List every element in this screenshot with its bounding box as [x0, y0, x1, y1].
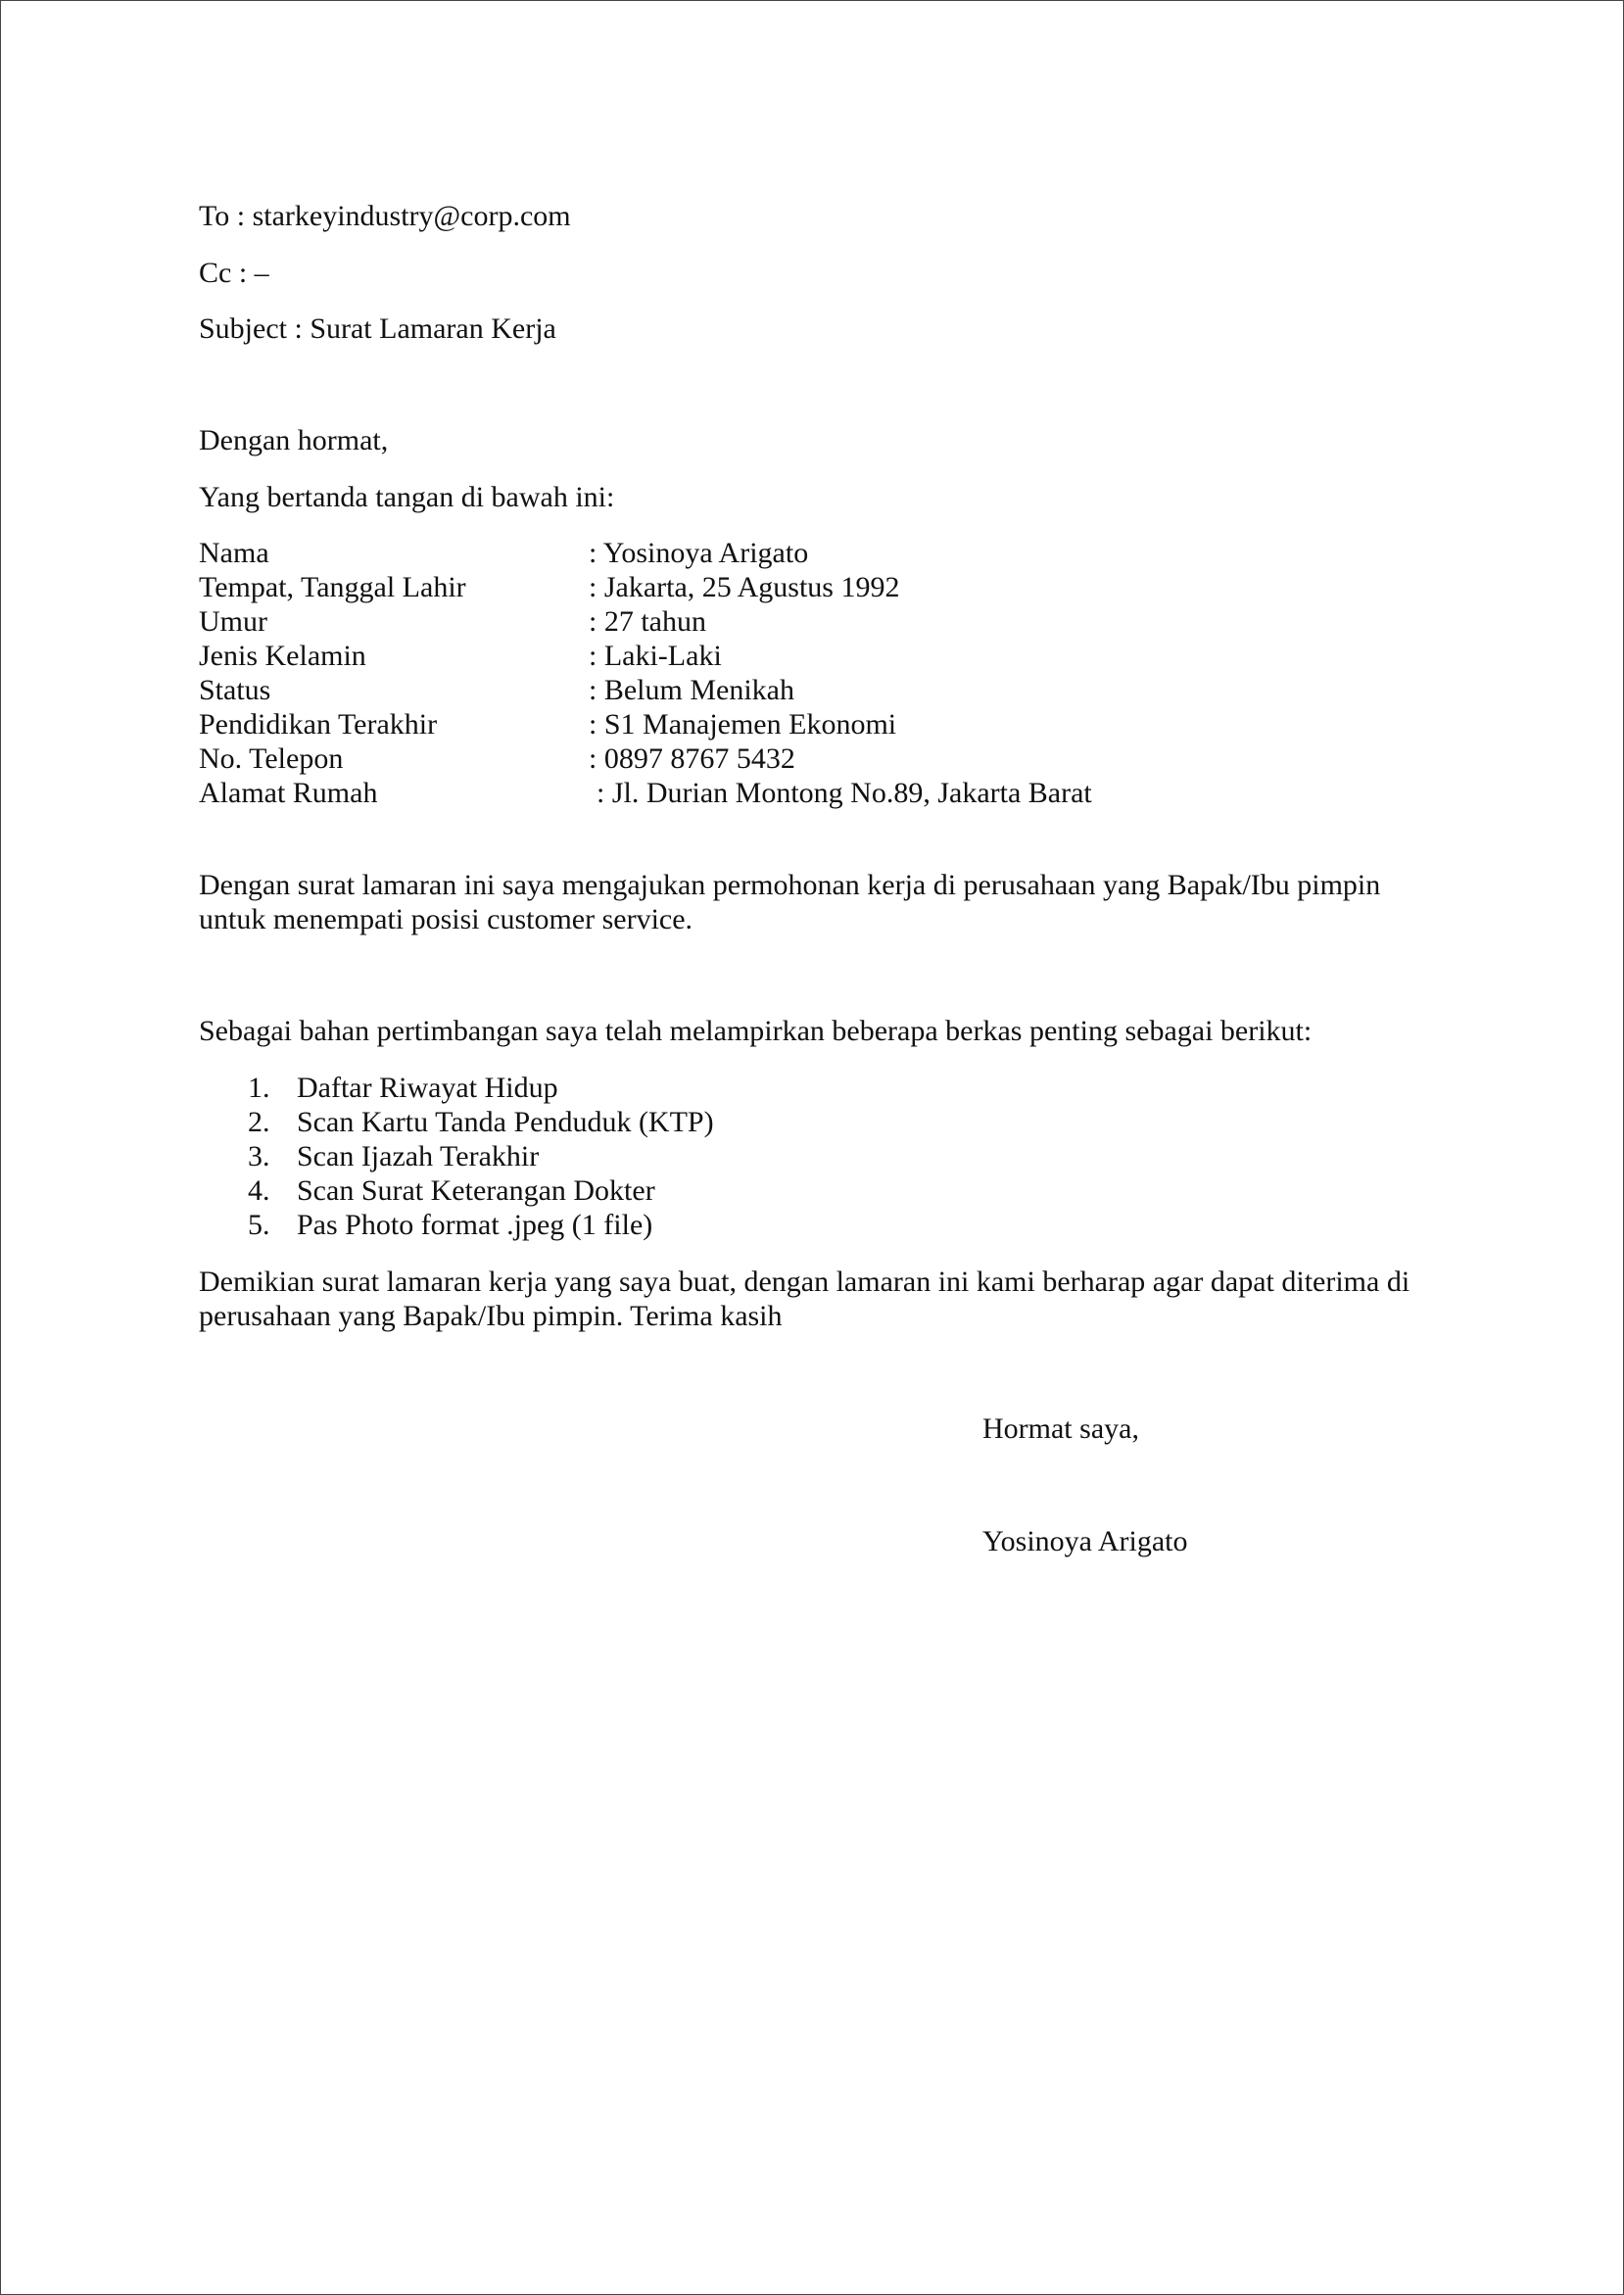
field-label-jenis-kelamin: Jenis Kelamin	[199, 640, 366, 672]
field-value-pendidikan: : S1 Manajemen Ekonomi	[589, 708, 897, 741]
attachment-number: 2.	[248, 1106, 270, 1138]
signer-name: Yosinoya Arigato	[982, 1525, 1188, 1557]
field-value-status: : Belum Menikah	[589, 674, 794, 706]
field-value-nama: : Yosinoya Arigato	[589, 537, 809, 569]
attachment-item: Scan Ijazah Terakhir	[297, 1140, 540, 1172]
field-value-ttl: : Jakarta, 25 Agustus 1992	[589, 571, 900, 603]
field-label-telepon: No. Telepon	[199, 742, 344, 775]
sign-off: Hormat saya,	[982, 1412, 1139, 1445]
intro-line: Yang bertanda tangan di bawah ini:	[199, 481, 615, 513]
attachment-number: 4.	[248, 1174, 270, 1207]
email-to: To : starkeyindustry@corp.com	[199, 200, 571, 232]
salutation: Dengan hormat,	[199, 424, 389, 456]
field-label-alamat: Alamat Rumah	[199, 777, 378, 809]
field-label-pendidikan: Pendidikan Terakhir	[199, 708, 438, 741]
attachment-item: Scan Kartu Tanda Penduduk (KTP)	[297, 1106, 714, 1138]
field-value-telepon: : 0897 8767 5432	[589, 742, 795, 775]
field-label-status: Status	[199, 674, 271, 706]
field-value-umur: : 27 tahun	[589, 605, 706, 638]
closing-paragraph: Demikian surat lamaran kerja yang saya buat, dengan lamaran ini kami berharap agar dapat diterima di perusahaan yang Bapak/Ibu pimpin. Terima kasih	[199, 1266, 1410, 1332]
attachment-item: Daftar Riwayat Hidup	[297, 1072, 558, 1104]
email-subject: Subject : Surat Lamaran Kerja	[199, 312, 556, 345]
field-value-jenis-kelamin: : Laki-Laki	[589, 640, 722, 672]
attachment-item: Scan Surat Keterangan Dokter	[297, 1174, 655, 1207]
field-label-umur: Umur	[199, 605, 267, 638]
attachment-number: 3.	[248, 1140, 270, 1172]
email-cc: Cc : –	[199, 257, 269, 289]
attachment-number: 5.	[248, 1209, 270, 1241]
attachments-intro: Sebagai bahan pertimbangan saya telah melampirkan beberapa berkas penting sebagai berikut:	[199, 1015, 1313, 1047]
field-label-nama: Nama	[199, 537, 269, 569]
field-value-alamat: : Jl. Durian Montong No.89, Jakarta Barat	[597, 777, 1092, 809]
application-paragraph: Dengan surat lamaran ini saya mengajukan permohonan kerja di perusahaan yang Bapak/Ibu pimpin untuk menempati posisi customer service.	[199, 869, 1381, 935]
attachment-number: 1.	[248, 1072, 270, 1104]
field-label-ttl: Tempat, Tanggal Lahir	[199, 571, 466, 603]
attachment-item: Pas Photo format .jpeg (1 file)	[297, 1209, 653, 1241]
